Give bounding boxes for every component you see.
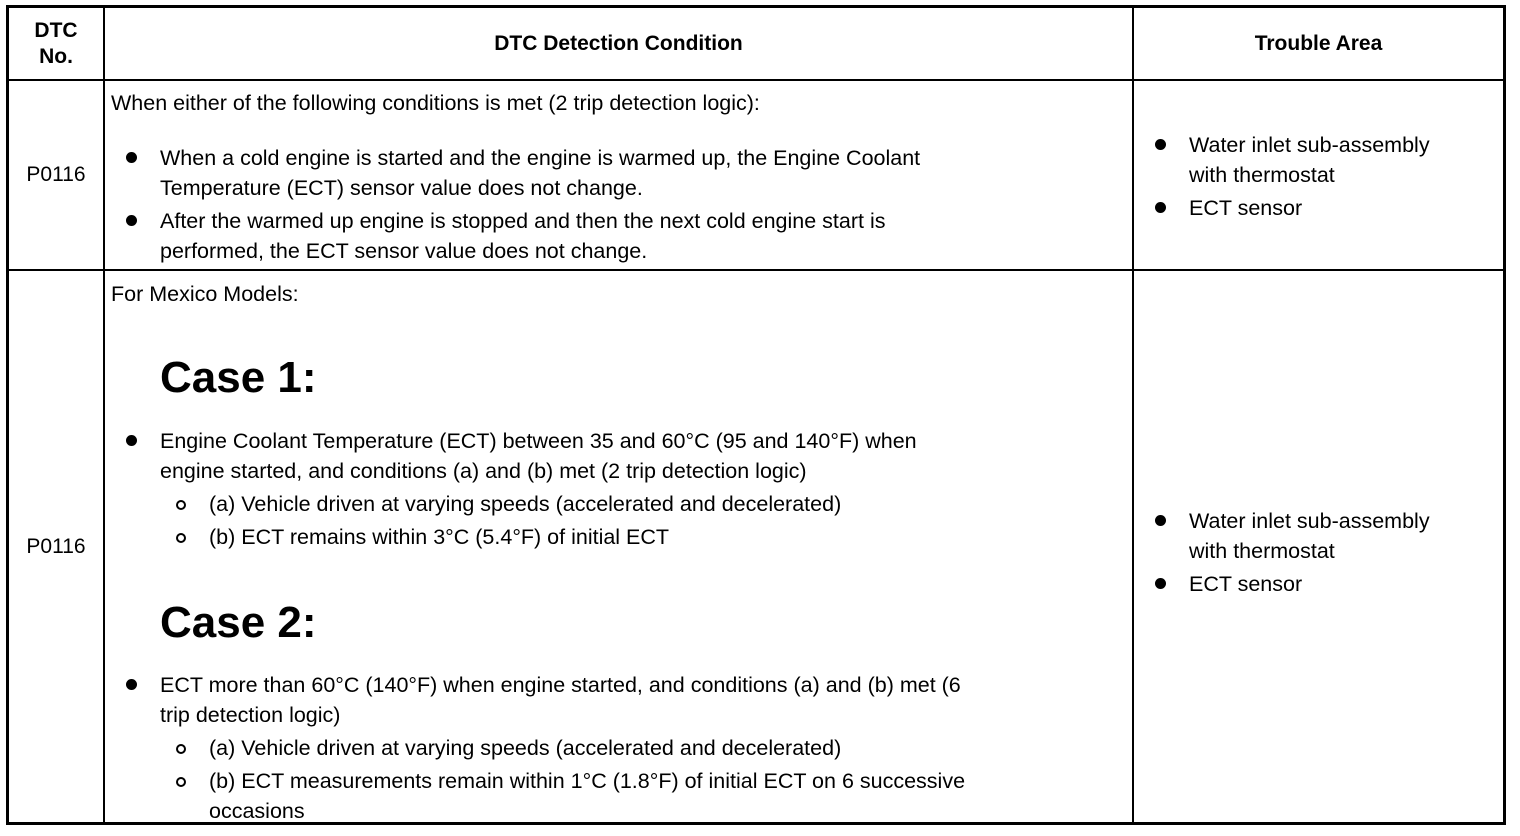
row2-condition [105, 271, 1132, 822]
bullet-icon [1155, 515, 1166, 526]
row1-bullet-2: After the warmed up engine is stopped and then the next cold engine start is performed, the ECT sensor value does not change. [160, 206, 886, 266]
row1-area-item-2: ECT sensor [1189, 193, 1302, 223]
row2-intro: For Mexico Models: [111, 282, 299, 306]
bullet-icon [126, 679, 137, 690]
bullet-icon [1155, 578, 1166, 589]
row2-trouble-area [1134, 271, 1503, 822]
row2-area-item-1: Water inlet sub-assembly with thermostat [1189, 506, 1430, 566]
case2-title: Case 2: [160, 598, 317, 647]
case1-sub-a: (a) Vehicle driven at varying speeds (accelerated and decelerated) [209, 489, 841, 519]
header-dtc-no: DTC No. [34, 18, 78, 68]
row1-dtc-code: P0116 [26, 163, 86, 186]
bullet-icon [126, 152, 137, 163]
sub-bullet-icon [176, 500, 186, 510]
row2-dtc-code: P0116 [26, 534, 86, 558]
sub-bullet-icon [176, 777, 186, 787]
case2-bullet: ECT more than 60°C (140°F) when engine started, and conditions (a) and (b) met (6 trip detection logic) [160, 670, 961, 730]
dtc-table [6, 5, 1506, 825]
case2-sub-a: (a) Vehicle driven at varying speeds (accelerated and decelerated) [209, 733, 841, 763]
row2-area-item-2: ECT sensor [1189, 569, 1302, 599]
row1-area-item-1: Water inlet sub-assembly with thermostat [1189, 130, 1430, 190]
row1-bullet-1: When a cold engine is started and the engine is warmed up, the Engine Coolant Temperature (ECT) sensor value does not change. [160, 143, 920, 203]
bullet-icon [126, 215, 137, 226]
case1-title: Case 1: [160, 353, 317, 402]
row1-condition [105, 81, 1132, 269]
case1-sub-b: (b) ECT remains within 3°C (5.4°F) of initial ECT [209, 522, 669, 552]
case2-sub-b: (b) ECT measurements remain within 1°C (1.8°F) of initial ECT on 6 successive occasions [209, 766, 965, 826]
bullet-icon [1155, 202, 1166, 213]
header-trouble-area: Trouble Area [1254, 31, 1383, 55]
case1-bullet: Engine Coolant Temperature (ECT) between 35 and 60°C (95 and 140°F) when engine started, and conditions (a) and (b) met (2 trip detection logic) [160, 426, 917, 486]
sub-bullet-icon [176, 533, 186, 543]
header-condition: DTC Detection Condition [494, 31, 743, 55]
row1-intro: When either of the following conditions is met (2 trip detection logic): [111, 91, 760, 115]
row1-trouble-area [1134, 81, 1503, 269]
bullet-icon [126, 435, 137, 446]
sub-bullet-icon [176, 744, 186, 754]
bullet-icon [1155, 139, 1166, 150]
